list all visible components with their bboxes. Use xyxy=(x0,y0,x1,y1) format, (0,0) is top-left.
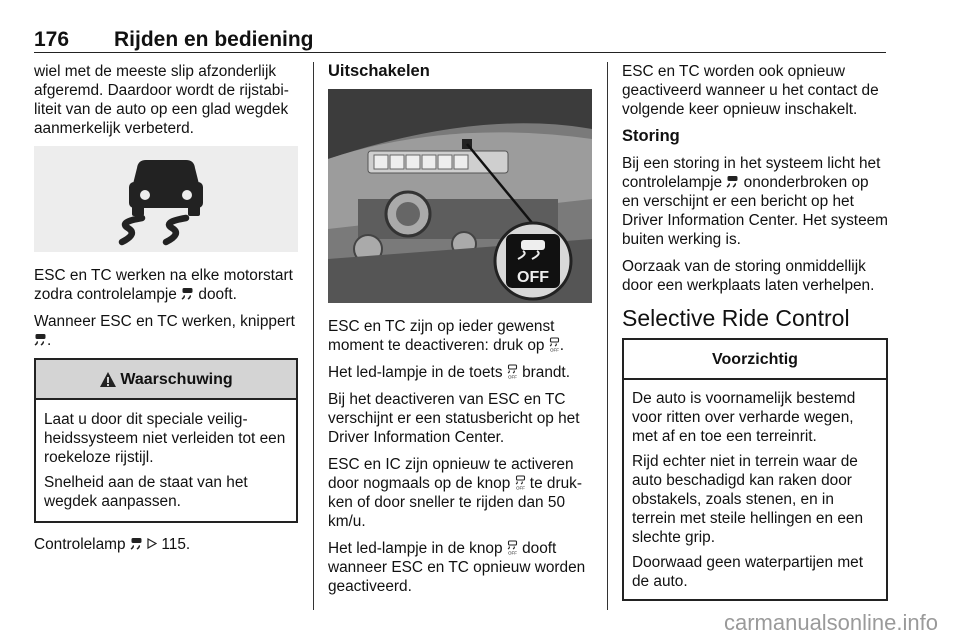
caution-text: Rijd echter niet in terrein waar de auto beschadigd kan raken door obstakels, zoals stenen, en in terrein met steile hellingen en een slechte grip. xyxy=(632,453,864,546)
paragraph: ESC en TC werken na elke motorstart zodra controlelampje dooft. xyxy=(34,267,293,303)
svg-text:OFF: OFF xyxy=(507,550,517,555)
warning-triangle-icon xyxy=(99,371,117,388)
column-3 xyxy=(622,62,888,601)
svg-text:OFF: OFF xyxy=(549,347,559,352)
intro-paragraph: wiel met de meeste slip afzonderlijk afgeremd. Daardoor wordt de rijstabiliteit van de auto op een glad wegdek aanmerkelijk verbeterd. xyxy=(34,63,289,137)
warning-text: Snelheid aan de staat van het wegdek aanpassen. xyxy=(44,474,248,510)
traction-control-icon xyxy=(181,287,194,301)
svg-text:OFF: OFF xyxy=(515,485,525,490)
paragraph: Wanneer ESC en TC werken, knippert . xyxy=(34,313,295,349)
column-divider xyxy=(607,62,608,610)
caution-text: De auto is voornamelijk bestemd voor ritten over verharde wegen, met af en toe een terreinrit. xyxy=(632,390,856,445)
watermark: carmanualsonline.info xyxy=(723,610,938,635)
paragraph: ESC en TC worden ook opnieuw geactiveerd wanneer u het contact de volgende keer opnieuw inschakelt. xyxy=(622,63,879,118)
paragraph: ESC en TC zijn op ieder gewenst moment te deactiveren: druk op OFF . xyxy=(328,318,564,354)
paragraph: Bij een storing in het systeem licht het controlelampje ononderbroken op en verschijnt er een bericht op het Driver Information Center. Het systeem buiten werking is. xyxy=(622,155,889,248)
column-2 xyxy=(328,62,594,604)
traction-control-icon xyxy=(34,146,298,252)
traction-control-icon xyxy=(130,537,143,551)
paragraph: Oorzaak van de storing onmiddellijk door een werkplaats laten verhelpen. xyxy=(622,258,875,294)
paragraph: ESC en IC zijn opnieuw te activeren door nogmaals op de knop OFF te drukken of door sneller te rijden dan 50 km/u. xyxy=(328,456,582,530)
page-number: 176 xyxy=(34,28,70,51)
page-reference: Controlelamp 115. xyxy=(34,536,191,553)
svg-text:OFF: OFF xyxy=(507,374,517,379)
caution-text: Doorwaad geen waterpartijen met de auto. xyxy=(632,554,863,590)
warning-text: Laat u door dit speciale veiligheidssysteem niet verleiden tot een roekeloze rijstijl. xyxy=(44,411,286,466)
warning-title: Waarschuwing xyxy=(120,370,233,388)
traction-control-off-icon xyxy=(515,475,526,490)
caution-title: Voorzichtig xyxy=(624,340,886,380)
dashboard-photo xyxy=(328,89,592,303)
dashboard-illustration xyxy=(328,89,592,303)
warning-header xyxy=(36,360,296,400)
chapter-title: Rijden en bediening xyxy=(114,28,314,51)
column-divider xyxy=(313,62,314,610)
section-title: Uitschakelen xyxy=(328,62,430,80)
traction-control-icon xyxy=(726,175,739,189)
traction-control-icon xyxy=(34,333,47,347)
selective-ride-control-title: Selective Ride Control xyxy=(622,305,850,331)
paragraph: Bij het deactiveren van ESC en TC verschijnt er een statusbericht op het Driver Information Center. xyxy=(328,391,580,446)
storing-title: Storing xyxy=(622,127,680,145)
page-header xyxy=(34,22,886,53)
traction-control-off-icon xyxy=(507,540,518,555)
off-label: OFF xyxy=(517,269,549,286)
warning-box xyxy=(34,358,298,523)
column-1 xyxy=(34,62,298,562)
paragraph: Het led-lampje in de toets OFF brandt. xyxy=(328,364,570,381)
paragraph: Het led-lampje in de knop OFF dooft wanneer ESC en TC opnieuw worden geactiveerd. xyxy=(328,540,586,595)
page-ref-triangle-icon xyxy=(147,538,157,549)
caution-box xyxy=(622,338,888,601)
traction-control-off-icon xyxy=(549,337,560,352)
traction-control-off-icon xyxy=(507,364,518,379)
traction-control-figure xyxy=(34,146,298,252)
